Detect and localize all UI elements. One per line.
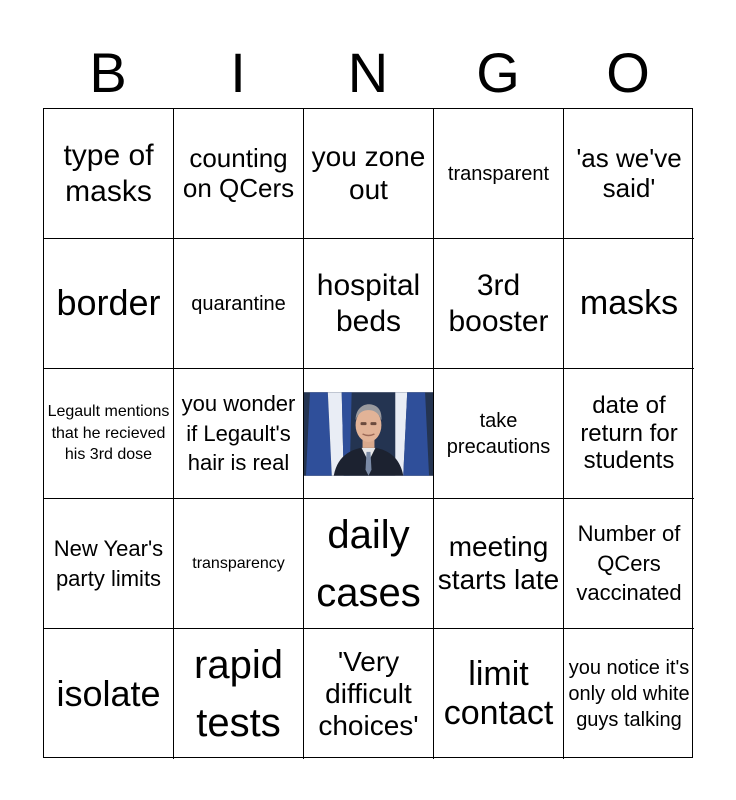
bingo-cell[interactable]: masks [564,239,694,369]
header-letter-o: O [606,41,650,104]
bingo-cell[interactable]: border [44,239,174,369]
bingo-cell[interactable]: you zone out [304,109,434,239]
bingo-cell[interactable]: Number of QCers vaccinated [564,499,694,629]
politician-photo [304,392,433,476]
bingo-cell[interactable]: rapid tests [174,629,304,759]
bingo-cell[interactable]: 3rd booster [434,239,564,369]
bingo-cell[interactable]: date of return for students [564,369,694,499]
bingo-header [43,38,693,108]
bingo-cell[interactable]: you notice it's only old white guys talking [568,657,690,731]
bingo-cell[interactable]: 'Very difficult choices' [304,629,434,759]
bingo-cell[interactable]: limit contact [434,629,564,759]
header-letter-n: N [347,41,389,104]
bingo-cell[interactable]: Legault mentions that he recieved his 3rd dose [44,369,174,499]
header-letter-i: I [230,41,246,104]
header-letter-g: G [476,41,520,104]
bingo-grid [43,108,693,758]
bingo-cell[interactable]: 'as we've said' [564,109,694,239]
bingo-cell[interactable]: take precautions [434,369,564,499]
free-space-photo-cell[interactable] [304,369,434,499]
bingo-cell[interactable]: isolate [44,629,174,759]
bingo-cell[interactable]: you wonder if Legault's hair is real [174,369,304,499]
bingo-cell[interactable]: counting on QCers [174,109,304,239]
bingo-cell[interactable]: New Year's party limits [44,499,174,629]
bingo-cell[interactable]: transparent [434,109,564,239]
header-letter-b: B [89,41,127,104]
bingo-cell[interactable]: hospital beds [304,239,434,369]
bingo-cell[interactable]: meeting starts late [434,499,564,629]
bingo-cell[interactable]: transparency [174,499,304,629]
bingo-cell[interactable]: daily cases [304,499,434,629]
bingo-cell[interactable]: type of masks [44,109,174,239]
bingo-cell[interactable]: quarantine [174,239,304,369]
